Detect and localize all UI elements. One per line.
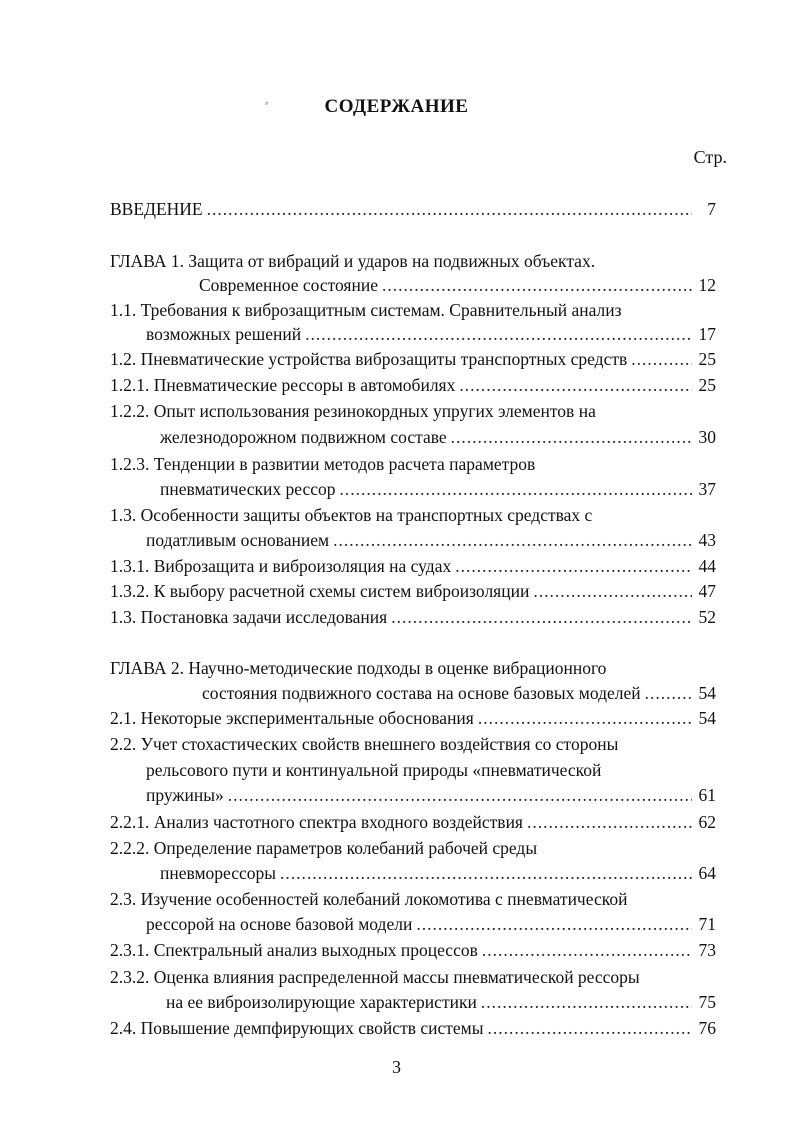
toc-entry-text: 2.1. Некоторые экспериментальные обоснования bbox=[110, 708, 474, 728]
toc-entry[interactable] bbox=[110, 914, 716, 938]
toc-entry-text: 2.3.1. Спектральный анализ выходных процессов bbox=[110, 940, 478, 960]
toc-entry-page: 47 bbox=[698, 581, 716, 601]
dot-leader bbox=[481, 992, 692, 1013]
toc-entry[interactable] bbox=[110, 375, 716, 399]
toc-entry-text: 1.3. Постановка задачи исследования bbox=[110, 607, 388, 627]
dot-leader bbox=[416, 914, 692, 935]
toc-entry-text: 1.2.2. Опыт использования резинокордных упругих элементов на bbox=[110, 401, 596, 421]
toc-entry-page: 54 bbox=[698, 708, 716, 728]
toc-entry-text: 1.2.3. Тенденции в развитии методов расчета параметров bbox=[110, 454, 536, 474]
toc-entry-text: 2.2.1. Анализ частотного спектра входного воздействия bbox=[110, 812, 523, 832]
toc-entry-page: 64 bbox=[698, 863, 716, 883]
dot-leader bbox=[455, 556, 692, 577]
toc-entry[interactable] bbox=[110, 967, 716, 991]
dot-leader bbox=[631, 349, 692, 370]
toc-entry-text: 2.3. Изучение особенностей колебаний локомотива с пневматической bbox=[110, 889, 628, 909]
toc-entry[interactable] bbox=[110, 401, 716, 425]
toc-entry-page: 62 bbox=[698, 812, 716, 832]
toc-entry[interactable] bbox=[110, 1018, 716, 1042]
toc-entry-text: ГЛАВА 1. Защита от вибраций и ударов на подвижных объектах. bbox=[110, 251, 596, 271]
toc-entry[interactable] bbox=[110, 940, 716, 964]
toc-entry[interactable] bbox=[110, 760, 716, 784]
toc-entry[interactable] bbox=[110, 505, 716, 529]
toc-entry-text: возможных решений bbox=[146, 324, 302, 344]
dot-leader bbox=[478, 708, 692, 729]
toc-entry[interactable] bbox=[110, 812, 716, 836]
toc-entry[interactable] bbox=[110, 734, 716, 758]
toc-entry-page: 25 bbox=[698, 375, 716, 395]
dot-leader bbox=[451, 427, 692, 448]
toc-entry-text: 2.4. Повышение демпфирующих свойств системы bbox=[110, 1018, 484, 1038]
toc-entry-text: 1.3. Особенности защиты объектов на транспортных средствах с bbox=[110, 505, 593, 525]
toc-entry-text: железнодорожном подвижном составе bbox=[160, 427, 447, 447]
toc-entry-text: 1.1. Требования к виброзащитным системам. Сравнительный анализ bbox=[110, 300, 622, 320]
dot-leader bbox=[333, 530, 692, 551]
dot-leader bbox=[459, 375, 692, 396]
scan-mark: ⸗ bbox=[265, 98, 269, 109]
toc-entry-page: 30 bbox=[698, 427, 716, 447]
toc-entry-text: 1.3.2. К выбору расчетной схемы систем виброизоляции bbox=[110, 581, 530, 601]
dot-leader bbox=[488, 1018, 693, 1039]
toc-entry-page: 7 bbox=[707, 199, 716, 219]
dot-leader bbox=[340, 479, 693, 500]
toc-entry-text: ГЛАВА 2. Научно-методические подходы в оценке вибрационного bbox=[110, 658, 607, 678]
toc-entry-text: 2.2.2. Определение параметров колебаний рабочей среды bbox=[110, 838, 538, 858]
toc-entry[interactable] bbox=[110, 785, 716, 809]
toc-entry-text: 1.3.1. Виброзащита и виброизоляция на судах bbox=[110, 556, 452, 576]
toc-entry-text: Современное состояние bbox=[199, 275, 378, 295]
page-number: 3 bbox=[392, 1057, 401, 1077]
toc-entry[interactable] bbox=[110, 889, 716, 913]
toc-entry-text: пневморессоры bbox=[160, 863, 277, 883]
toc-entry-text: пневматических рессор bbox=[160, 479, 336, 499]
toc-entry-page: 61 bbox=[698, 785, 716, 805]
dot-leader bbox=[527, 812, 692, 833]
toc-entry-page: 37 bbox=[698, 479, 716, 499]
toc-entry[interactable] bbox=[110, 838, 716, 862]
toc-entry[interactable] bbox=[110, 863, 716, 887]
toc-entry-page: 54 bbox=[698, 683, 716, 703]
toc-entry[interactable] bbox=[110, 324, 716, 348]
toc-entry-page: 75 bbox=[698, 992, 716, 1012]
dot-leader bbox=[280, 863, 692, 884]
page-title: СОДЕРЖАНИЕ bbox=[324, 96, 469, 117]
toc-entry-page: 25 bbox=[698, 349, 716, 369]
toc-entry-text: на ее виброизолирующие характеристики bbox=[166, 992, 477, 1012]
toc-entry[interactable] bbox=[110, 300, 716, 324]
toc-entry[interactable] bbox=[110, 607, 716, 631]
toc-entry-page: 17 bbox=[698, 324, 716, 344]
toc-entry-text: 1.2.1. Пневматические рессоры в автомобилях bbox=[110, 375, 456, 395]
page-column-label: Стр. bbox=[693, 147, 727, 167]
dot-leader bbox=[533, 581, 692, 602]
toc-entry-page: 12 bbox=[698, 275, 716, 295]
toc-entry-text: рессорой на основе базовой модели bbox=[146, 914, 413, 934]
toc-entry[interactable] bbox=[110, 454, 716, 478]
toc-entry-page: 71 bbox=[698, 914, 716, 934]
toc-entry-text: ВВЕДЕНИЕ bbox=[110, 199, 203, 219]
toc-entry-text: пружины» bbox=[146, 785, 224, 805]
dot-leader bbox=[482, 940, 692, 961]
toc-entry-page: 73 bbox=[698, 940, 716, 960]
toc-entry[interactable] bbox=[110, 581, 716, 605]
toc-entry[interactable] bbox=[110, 708, 716, 732]
toc-entry[interactable] bbox=[110, 427, 716, 451]
toc-entry[interactable] bbox=[110, 658, 716, 682]
toc-entry-text: 2.2. Учет стохастических свойств внешнего воздействия со стороны bbox=[110, 734, 619, 754]
toc-entry-text: состояния подвижного состава на основе базовых моделей bbox=[202, 683, 641, 703]
toc-entry-text: податливым основанием bbox=[146, 530, 330, 550]
toc-entry-page: 76 bbox=[698, 1018, 716, 1038]
dot-leader bbox=[228, 785, 692, 806]
toc-entry-page: 44 bbox=[698, 556, 716, 576]
toc-entry[interactable] bbox=[110, 251, 716, 275]
dot-leader bbox=[382, 275, 692, 296]
toc-entry-text: 1.2. Пневматические устройства виброзащиты транспортных средств bbox=[110, 349, 628, 369]
toc-entry[interactable] bbox=[110, 530, 716, 554]
toc-entry-text: 2.3.2. Оценка влияния распределенной массы пневматической рессоры bbox=[110, 967, 640, 987]
dot-leader bbox=[391, 607, 692, 628]
toc-entry[interactable] bbox=[110, 349, 716, 373]
dot-leader bbox=[645, 683, 692, 704]
toc-entry[interactable] bbox=[110, 683, 716, 707]
dot-leader bbox=[207, 199, 692, 220]
toc-entry[interactable] bbox=[110, 556, 716, 580]
toc-entry-text: рельсового пути и континуальной природы «пневматической bbox=[146, 760, 602, 780]
toc-entry[interactable] bbox=[110, 992, 716, 1016]
toc-entry-page: 43 bbox=[698, 530, 716, 550]
toc-entry[interactable] bbox=[110, 199, 716, 223]
toc-entry[interactable] bbox=[110, 479, 716, 503]
dot-leader bbox=[305, 324, 692, 345]
toc-entry[interactable] bbox=[110, 275, 716, 299]
toc-entry-page: 52 bbox=[698, 607, 716, 627]
